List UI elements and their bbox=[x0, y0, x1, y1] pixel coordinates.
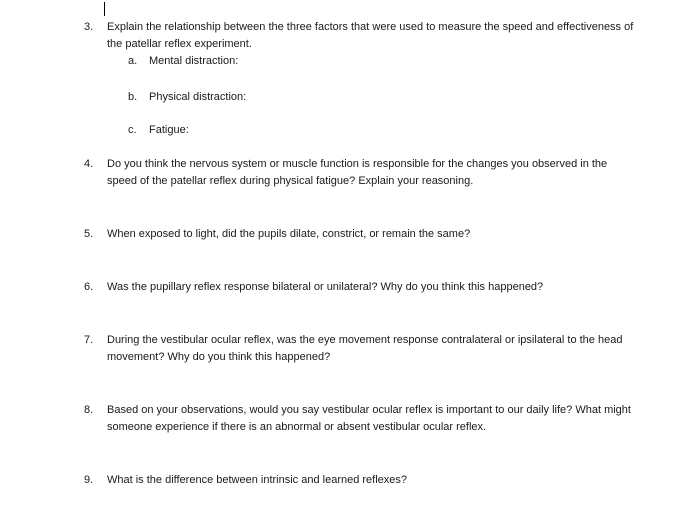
question-3 bbox=[84, 19, 644, 53]
question-text: Based on your observations, would you say vestibular ocular reflex is important to our daily life? What might someone experience if there is an abnormal or absent vestibular ocular reflex. bbox=[107, 404, 631, 433]
question-number: 5. bbox=[84, 228, 94, 240]
question-number: 7. bbox=[84, 334, 94, 346]
question-number: 8. bbox=[84, 404, 94, 416]
question-text: Was the pupillary reflex response bilateral or unilateral? Why do you think this happened? bbox=[107, 281, 544, 293]
question-7 bbox=[84, 332, 644, 366]
question-text: What is the difference between intrinsic and learned reflexes? bbox=[107, 474, 408, 486]
question-text: During the vestibular ocular reflex, was the eye movement response contralateral or ipsilateral to the head movement? Why do you think this happened? bbox=[107, 334, 623, 363]
question-8 bbox=[84, 402, 644, 436]
question-9 bbox=[84, 472, 644, 489]
subitem-text: Mental distraction: bbox=[149, 55, 239, 67]
question-text: Explain the relationship between the three factors that were used to measure the speed and effectiveness of the patellar reflex experiment. bbox=[107, 21, 634, 50]
text-cursor bbox=[104, 2, 105, 16]
question-text: When exposed to light, did the pupils dilate, constrict, or remain the same? bbox=[107, 228, 471, 240]
subitem-letter: c. bbox=[128, 124, 137, 136]
question-number: 3. bbox=[84, 21, 94, 33]
subitem-letter: b. bbox=[128, 91, 138, 103]
subitem-physical-distraction bbox=[128, 89, 246, 106]
question-5 bbox=[84, 226, 644, 243]
subitem-letter: a. bbox=[128, 55, 138, 67]
question-6 bbox=[84, 279, 644, 296]
question-text: Do you think the nervous system or muscle function is responsible for the changes you observed in the speed of the patellar reflex during physical fatigue? Explain your reasoning. bbox=[107, 158, 608, 187]
question-4 bbox=[84, 156, 644, 190]
subitem-fatigue bbox=[128, 122, 189, 139]
subitem-text: Physical distraction: bbox=[149, 91, 247, 103]
question-number: 4. bbox=[84, 158, 94, 170]
subitem-text: Fatigue: bbox=[149, 124, 189, 136]
question-number: 6. bbox=[84, 281, 94, 293]
subitem-mental-distraction bbox=[128, 53, 238, 70]
question-number: 9. bbox=[84, 474, 94, 486]
